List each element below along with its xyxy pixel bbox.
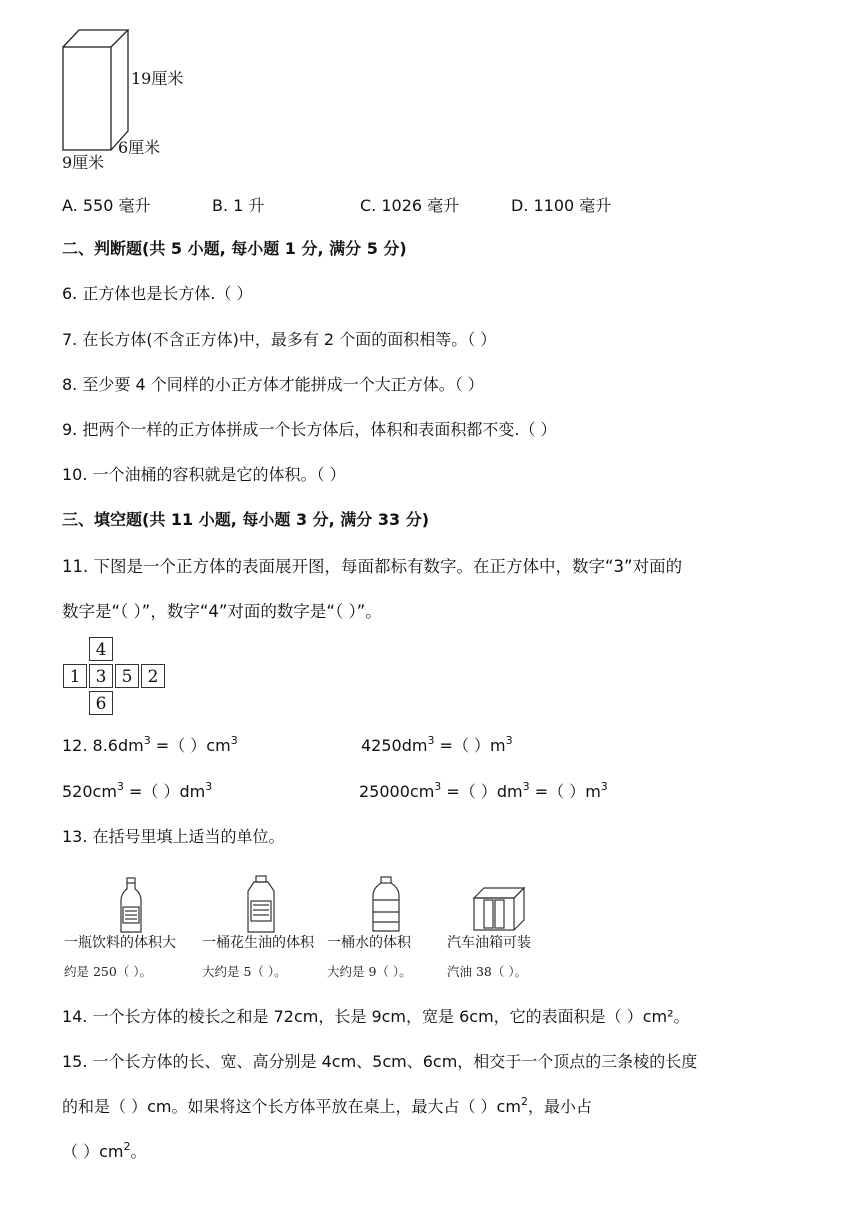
net-face-top: 4 (89, 637, 113, 661)
q13-item-4-line1: 汽车油箱可装 (447, 935, 531, 951)
question-11-line1: 11. 下图是一个正方体的表面展开图，每面都标有数字。在正方体中，数字“3”对面的 (62, 557, 683, 576)
question-8: 8. 至少要 4 个同样的小正方体才能拼成一个大正方体。（ ） (62, 375, 484, 394)
option-c: C. 1026 毫升 (360, 196, 460, 215)
option-d: D. 1100 毫升 (511, 196, 612, 215)
q13-item-3-line2: 大约是 9（ ）。 (327, 964, 412, 979)
question-15-line3: （ ）$cm^2$。 (62, 1139, 147, 1161)
question-15-line2: 的和是（ ）cm。如果将这个长方体平放在桌上，最大占（ ）$cm^2$，最小占 (62, 1094, 592, 1116)
car-fuel-tank-icon (470, 886, 528, 932)
q13-item-2-line1: 一桶花生油的体积 (202, 935, 314, 951)
oil-jug-icon (242, 875, 280, 935)
question-14: 14. 一个长方体的棱长之和是 72cm，长是 9cm，宽是 6cm，它的表面积是（ ）cm²。 (62, 1007, 690, 1026)
prism-width-label: 6厘米 (118, 138, 161, 157)
question-9: 9. 把两个一样的正方体拼成一个长方体后，体积和表面积都不变.（ ） (62, 420, 557, 439)
water-jug-icon (367, 876, 405, 934)
question-7: 7. 在长方体(不含正方体)中，最多有 2 个面的面积相等。（ ） (62, 330, 497, 349)
prism-length-label: 9厘米 (62, 153, 105, 172)
option-b: B. 1 升 (212, 196, 265, 215)
net-face: 5 (115, 664, 139, 688)
q13-item-2-line2: 大约是 5（ ）。 (202, 964, 287, 979)
q13-item-3-line1: 一桶水的体积 (327, 935, 411, 951)
question-10: 10. 一个油桶的容积就是它的体积。（ ） (62, 465, 346, 484)
q13-item-4-line2: 汽油 38（ ）。 (447, 964, 528, 979)
cube-net (63, 637, 163, 715)
question-11-line2: 数字是“（ ）”，数字“4”对面的数字是“（ ）”。 (62, 602, 382, 621)
q13-item-1-line1: 一瓶饮料的体积大 (64, 935, 176, 951)
question-12-d: $25000cm^3$ =（ ）$dm^3$ =（ ）$m^3$ (359, 779, 608, 801)
section-2-heading: 二、判断题(共 5 小题, 每小题 1 分, 满分 5 分) (62, 239, 407, 258)
net-face: 2 (141, 664, 165, 688)
question-12-a: 12. $8.6dm^3$ =（ ）$cm^3$ (62, 733, 238, 755)
question-12-b: $4250dm^3$ =（ ）$m^3$ (361, 733, 513, 755)
option-a: A. 550 毫升 (62, 196, 151, 215)
prism-height-label: 19厘米 (131, 69, 184, 88)
question-13: 13. 在括号里填上适当的单位。 (62, 827, 285, 846)
net-face: 3 (89, 664, 113, 688)
section-3-heading: 三、填空题(共 11 小题, 每小题 3 分, 满分 33 分) (62, 510, 430, 529)
bottle-icon (117, 877, 145, 935)
question-6: 6. 正方体也是长方体.（ ） (62, 284, 253, 303)
question-12-c: $520cm^3$ =（ ）$dm^3$ (62, 779, 213, 801)
question-15-line1: 15. 一个长方体的长、宽、高分别是 4cm、5cm、6cm，相交于一个顶点的三条棱的长度 (62, 1052, 698, 1071)
net-face-bottom: 6 (89, 691, 113, 715)
net-face: 1 (63, 664, 87, 688)
q13-item-1-line2: 约是 250（ ）。 (64, 964, 153, 979)
